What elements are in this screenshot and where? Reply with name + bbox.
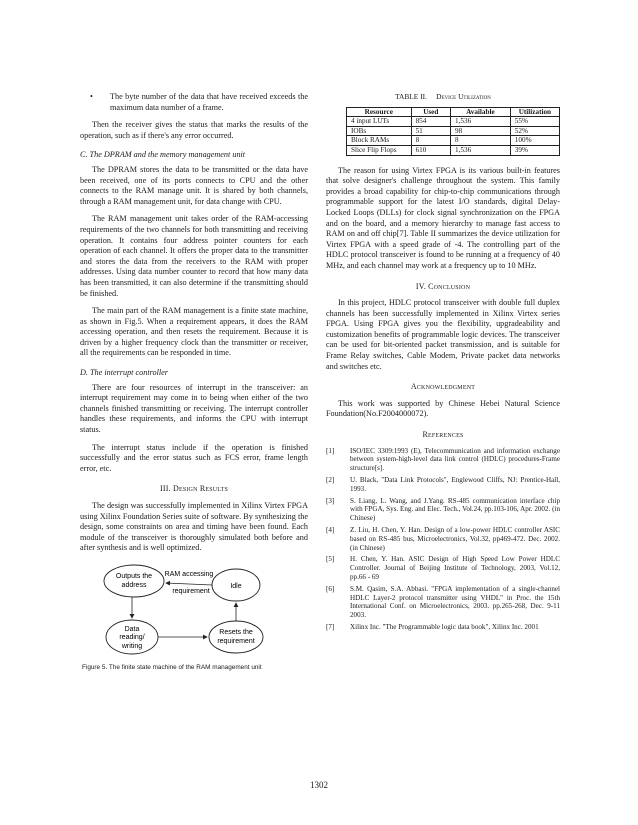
section-heading-design-results: III. Design Results: [159, 484, 229, 494]
state-node-reset-req: [209, 621, 263, 653]
reference-text: ISO/IEC 3309:1993 (E), Telecommunication and information exchange between system-high-level data link control (HDLC) procedures-Frame structure[s].: [350, 446, 560, 473]
reference-number: [7]: [326, 622, 335, 631]
reference-item: [326, 526, 560, 552]
paragraph: The interrupt status include if the operation is finished successfully and the error status such as FCS error, frame length error, etc.: [80, 442, 308, 473]
reference-item: [326, 497, 560, 523]
reference-item: [326, 623, 560, 632]
table-title: Device Utilization: [436, 92, 491, 101]
bullet-dot: •: [90, 92, 93, 101]
reference-item: [326, 585, 560, 620]
table-cell: 8: [451, 136, 511, 146]
reference-number: [2]: [326, 476, 335, 485]
reference-text: Xilinx Inc. "The Programmable logic data book", Xilinx Inc. 2001: [350, 622, 539, 631]
table-cell: 39%: [510, 145, 559, 155]
table-cell: IOBs: [347, 126, 412, 136]
state-label: Outputs the: [115, 572, 153, 580]
column-header: Resource: [347, 107, 412, 117]
column-header: Utilization: [510, 107, 559, 117]
state-node-output-address: [104, 565, 164, 597]
reference-text: Z. Liu, H. Chen, Y. Han. Design of a low-power HDLC controller ASIC based on RS-485 bus, Microelectronics, Vol.32, pp469-472. Dec. 2002. (in Chinese): [350, 526, 560, 552]
state-label: Resets the: [219, 628, 253, 636]
reference-number: [5]: [326, 555, 335, 564]
table-cell: 100%: [510, 136, 559, 146]
section-heading-conclusion: IV. Conclusion: [415, 281, 471, 291]
paragraph: This work was supported by Chinese Hebei Natural Science Foundation(No.F2004000072).: [326, 398, 560, 419]
paragraph: In this project, HDLC protocol transceiver with double full duplex channels has been successfully implemented in Xilinx Virtex series FPGA. Using FPGA gives you the flexibility, upgradeability and customization benefits of programmable logic devices. The transceiver can be used for bit-oriented packet transmission, and is suitable for Frame Relay switches, Cable Modem, Private packet data networks and switches etc.: [326, 298, 560, 371]
paragraph: Then the receiver gives the status that marks the results of the operation, such as if there's any error occurred.: [80, 120, 308, 140]
table-row: [347, 126, 560, 136]
reference-number: [6]: [326, 584, 335, 593]
subsection-heading-d: D. The interrupt controller: [80, 368, 168, 378]
table-row: [347, 136, 560, 146]
table-cell: 98: [451, 126, 511, 136]
table-cell: 8: [411, 136, 450, 146]
table-cell: 610: [411, 145, 450, 155]
figure-caption: Figure 5. The finite state machine of the RAM management unit: [82, 663, 262, 671]
left-column: [80, 92, 308, 674]
table-cell: Block RAMs: [347, 136, 412, 146]
table-cell: 51: [411, 126, 450, 136]
state-label: address: [121, 581, 147, 589]
reference-text: S.M. Qasim, S.A. Abbasi. "FPGA implementation of a single-channel HDLC Layer-2 protocol transmitter using VHDL" in Proc. the 15th International Conf. on Microelectronics, 2003. pp.265-268, Dec. 9-11 2003.: [350, 584, 560, 620]
state-label: writing: [121, 642, 143, 650]
state-machine-diagram: [96, 561, 296, 661]
paragraph: The design was successfully implemented in Xilinx Virtex FPGA using Xilinx Foundation Series suite of software. By synthesizing the design, some constraints on area and timing have been found. Each module of the transceiver is thoroughly simulated both before and after synthesis and is well optimized.: [80, 501, 308, 553]
table-row: [347, 145, 560, 155]
state-label: requirement: [217, 637, 255, 645]
reference-number: [3]: [326, 496, 335, 505]
column-header: Available: [451, 107, 511, 117]
reference-list: [326, 447, 560, 632]
transition-arrow: [166, 583, 212, 585]
paragraph: The RAM management unit takes order of the RAM-accessing requirements of the two channels for both transmitting and receiving operation. It contains four address pointer counters for each operation of each channel. It offers the proper data to the transmitter and stores the data from the receivers to the RAM with proper addresses. Using data number counter to record that how many data has been transmitted, it can also determine if the transmitting should be finished.: [80, 214, 308, 298]
table-caption: [326, 92, 560, 103]
table-cell: 52%: [510, 126, 559, 136]
references-heading: References: [422, 430, 464, 440]
column-header: Used: [411, 107, 450, 117]
page-number: 1302: [310, 780, 328, 790]
paragraph: The DPRAM stores the data to be transmitted or the data have been received, one of its ports connects to CPU and the other connects to the RAM manage unit. It is shared by both channels, through a RAM management unit, for data change with CPU.: [80, 164, 308, 206]
acknowledgment-heading: Acknowledgment: [410, 382, 476, 392]
reference-item: [326, 555, 560, 581]
paragraph: The main part of the RAM management is a finite state machine, as shown in Fig.5. When a requirement appears, it does the RAM accessing operation, and then resets the requirement. Because it is driven by a higher frequency clock than the transmitter or receiver, all the requirements can be responded in time.: [80, 306, 308, 358]
table-header-row: [347, 107, 560, 117]
table-number: TABLE II.: [395, 92, 427, 101]
table-cell: 1,536: [451, 117, 511, 127]
device-utilization-table: [346, 107, 560, 156]
paragraph: The reason for using Virtex FPGA is its various built-in features that solve designer's challenge throughout the system. This family provides a broad capability for chip-to-chip communications through programmable support for the latest I/O standards, digital Delay-Locked Loops (DLLs) for clock signal synchronization on the FPGA and on the board, and a memory hierarchy to manage fast access to RAM on and off chip[7]. Table II summarizes the device utilization for Virtex FPGA with a speed grade of -4. The controlling part of the HDLC protocol transceiver is found to be running at a frequency of 40 MHz, and each channel may work at a frequency up to 10 MHz.: [326, 165, 560, 270]
reference-item: [326, 447, 560, 473]
paragraph: There are four resources of interrupt in the transceiver: an interrupt requirement may come in to being when either of the two channels finished transmitting or receiving. The interrupt controller handles these requirements, and informs the CPU with interrupt status.: [80, 382, 308, 435]
state-label: Idle: [230, 582, 242, 590]
reference-text: S. Liang, L. Wang, and J.Yang. RS-485 communication interface chip with FPGA, Sys. Eng. and Elec. Tech., Vol.24, pp.103-106, Apr. 2002. (in Chinese): [350, 496, 560, 523]
table-cell: Slice Flip Flops: [347, 145, 412, 155]
table-cell: 4 input LUTs: [347, 117, 412, 127]
reference-number: [1]: [326, 446, 335, 455]
subsection-heading-c: C. The DPRAM and the memory management unit: [80, 150, 246, 160]
table-cell: 55%: [510, 117, 559, 127]
reference-text: U. Black, "Data Link Protocols", Englewood Cliffs, NJ: Prentice-Hall, 1993.: [350, 476, 560, 493]
transition-label: requirement: [172, 587, 210, 595]
transition-label: RAM accessing: [164, 570, 214, 578]
state-label: reading/: [119, 633, 145, 641]
right-column: [326, 92, 560, 635]
reference-text: H. Chen, Y. Han. ASIC Design of High Speed Low Power HDLC Controller. Journal of Beijing Institute of Technology, 2003, Vol.12, pp.66 - 69: [350, 555, 560, 581]
bullet-text: The byte number of the data that have received exceeds the maximum data number of a frame.: [110, 92, 308, 112]
reference-number: [4]: [326, 526, 335, 534]
bullet-item: [80, 92, 308, 113]
state-label: Data: [124, 625, 140, 633]
table-cell: 1,536: [451, 145, 511, 155]
table-cell: 854: [411, 117, 450, 127]
table-row: [347, 117, 560, 127]
reference-item: [326, 476, 560, 494]
